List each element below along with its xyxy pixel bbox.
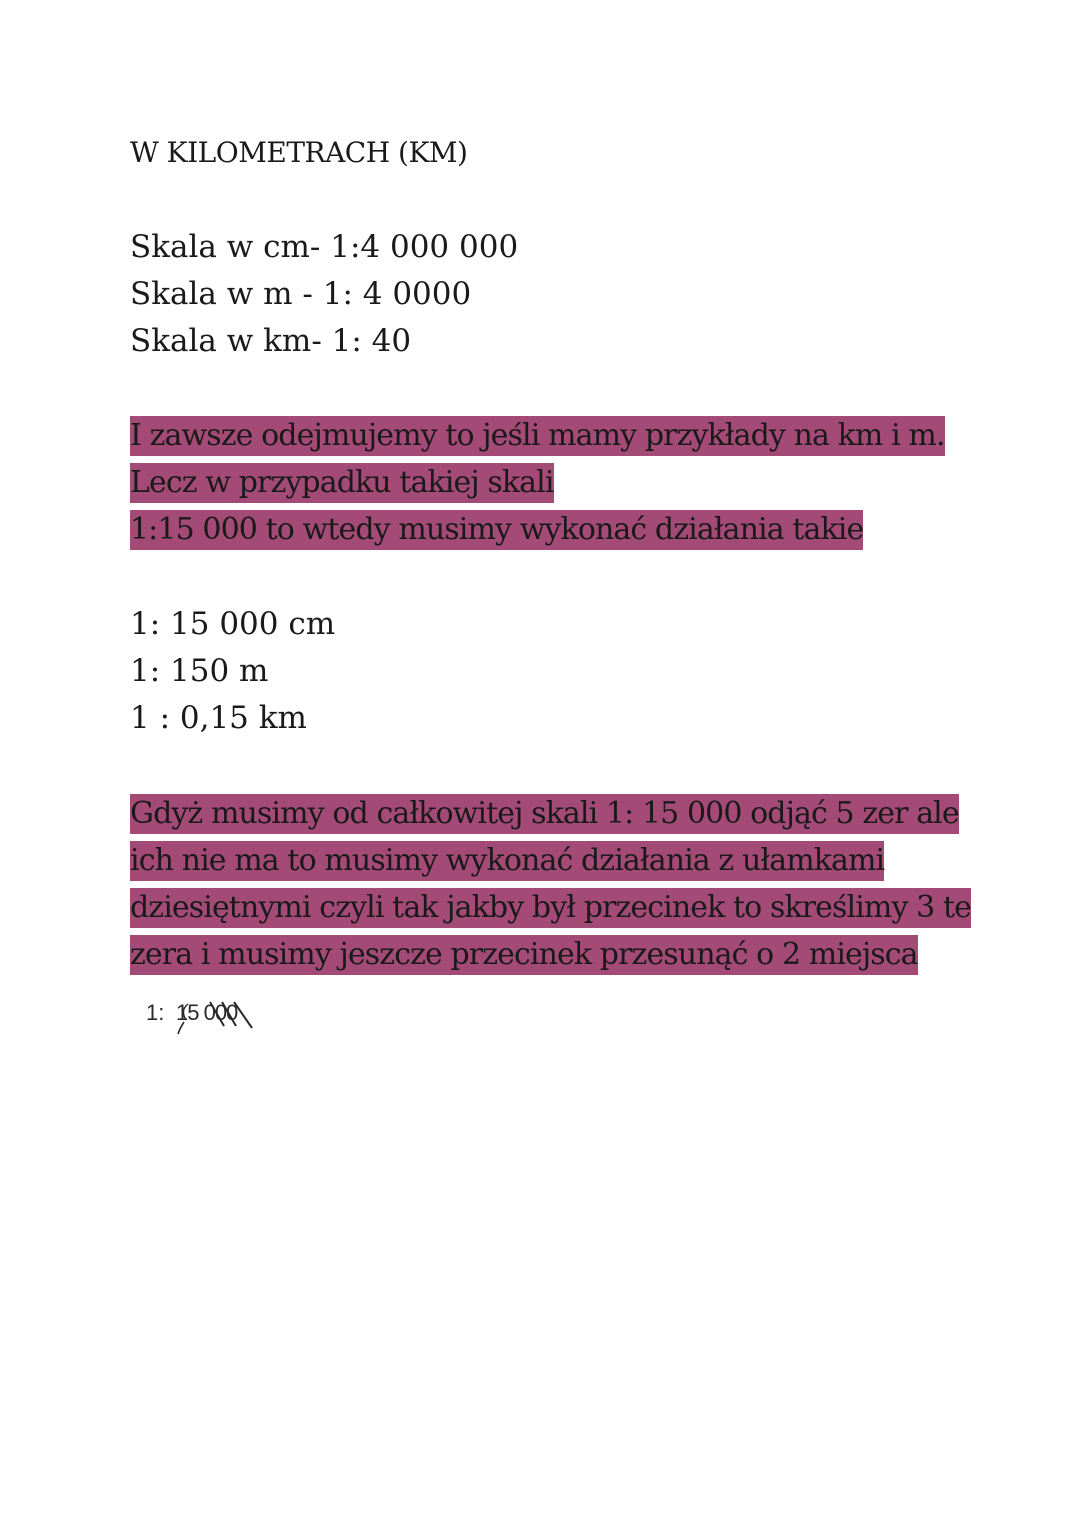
highlighted-note-1 <box>130 412 945 553</box>
conversion-m: 1: 150 m <box>130 653 269 689</box>
conversion-km: 1 : 0,15 km <box>130 700 307 736</box>
scale-km: Skala w km- 1: 40 <box>130 323 412 359</box>
handwritten-number: 15 000 <box>176 1000 238 1025</box>
conversion-list <box>130 601 335 742</box>
highlighted-note-2 <box>130 790 971 978</box>
scale-list <box>130 224 518 365</box>
handwriting-drawing <box>140 990 280 1040</box>
note1-line-3: 1:15 000 to wtedy musimy wykonać działania takie <box>130 510 863 550</box>
note2-line-2: ich nie ma to musimy wykonać działania z ułamkami <box>130 841 884 881</box>
note2-line-3: dziesiętnymi czyli tak jakby był przecinek to skreślimy 3 te <box>130 888 971 928</box>
handwritten-prefix: 1: <box>146 1000 165 1025</box>
page-heading: W KILOMETRACH (KM) <box>130 136 468 169</box>
note1-line-1: I zawsze odejmujemy to jeśli mamy przykłady na km i m. <box>130 416 945 456</box>
handwritten-scale-sketch <box>140 990 280 1040</box>
note2-line-1: Gdyż musimy od całkowitej skali 1: 15 000 odjąć 5 zer ale <box>130 794 959 834</box>
conversion-cm: 1: 15 000 cm <box>130 606 336 642</box>
note2-line-4: zera i musimy jeszcze przecinek przesunąć o 2 miejsca <box>130 935 918 975</box>
scale-cm: Skala w cm- 1:4 000 000 <box>130 229 519 265</box>
scale-m: Skala w m - 1: 4 0000 <box>130 276 472 312</box>
note1-line-2: Lecz w przypadku takiej skali <box>130 463 554 503</box>
